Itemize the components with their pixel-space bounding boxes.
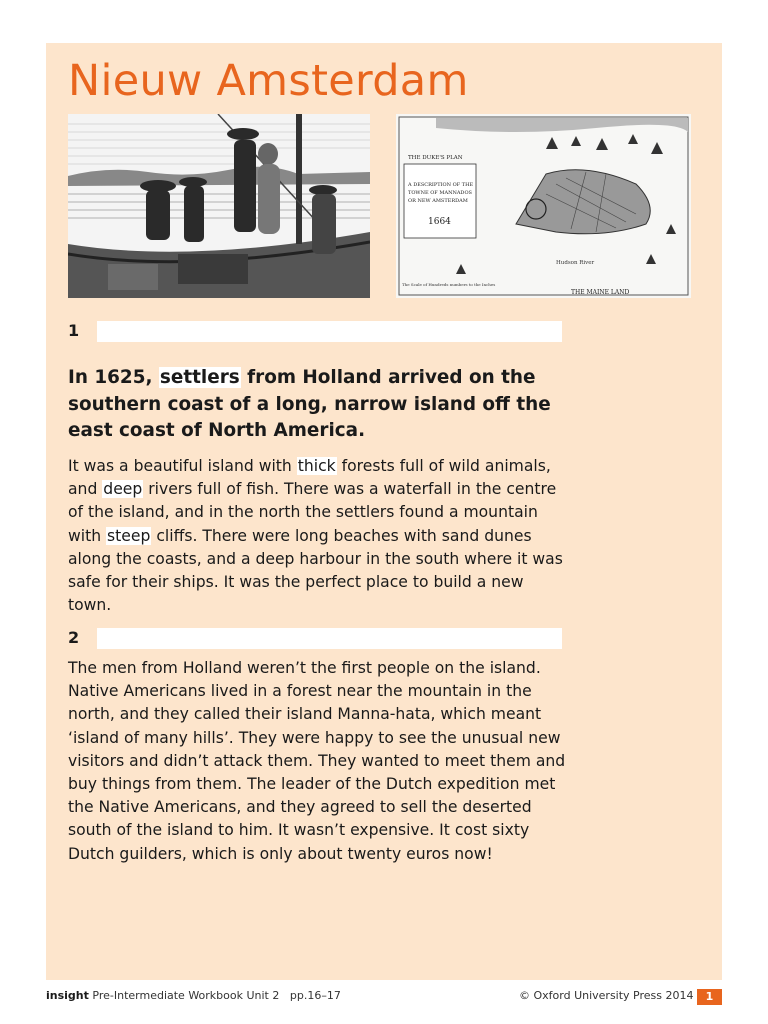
para-text: rivers full of fish. There was a waterfall in the centre of the island, and in the north the settlers found a mountain with (68, 480, 557, 545)
footer-book: Pre-Intermediate Workbook Unit 2 (92, 989, 280, 1002)
section-2-paragraph: The men from Holland weren’t the first people on the island. Native Americans lived in a forest near the mountain in the north, and they called their island Manna-hata, which meant ‘island of many hills’. They were happy to see the unusual new visitors and didn’t attack them. They wanted to meet them and buy things from them. The leader of the Dutch expedition met the Native Americans, and they agreed to sell the deserted south of the island to him. It wasn’t expensive. It cost sixty Dutch guilders, which is only about twenty euros now! (68, 659, 566, 863)
section-1-heading-answer-field[interactable] (97, 321, 562, 342)
highlight-word-steep: steep (107, 526, 151, 545)
footer-copyright: © Oxford University Press 2014 (519, 989, 694, 1002)
page-title: Nieuw Amsterdam (68, 56, 469, 106)
footer-pages: pp.16–17 (289, 989, 341, 1002)
section-1-number: 1 (68, 321, 80, 340)
para-text: cliffs. There were long beaches with sand dunes along the coasts, and a deep harbour in the south where it was safe for their ships. It was the perfect place to build a new town. (68, 526, 563, 615)
highlight-word-settlers: settlers (159, 367, 240, 388)
section-2-number: 2 (68, 628, 80, 647)
highlight-word-deep: deep (103, 480, 143, 499)
section-1-lead-paragraph (68, 365, 568, 445)
footer-brand: insight (46, 989, 89, 1002)
section-1-paragraph (68, 455, 568, 617)
lead-text: from Holland arrived on the southern coast of a long, narrow island off the east coast of North America. (68, 367, 551, 441)
map-scale-note: The Scale of Hundreds numbers to the Inches (402, 282, 496, 287)
plan-label-text: THE DUKE'S PLAN (408, 155, 463, 161)
dukes-plan-map-image (396, 114, 691, 298)
para-text: forests full of wild animals, and (68, 457, 551, 499)
page-number-badge: 1 (697, 989, 722, 1005)
map-side-label: Hudson River (556, 260, 595, 266)
settlers-engraving-image (68, 114, 370, 298)
map-year-text: 1664 (428, 217, 451, 227)
map-description-line: TOWNE OF MANNADOS (408, 190, 472, 196)
para-text: It was a beautiful island with (68, 457, 297, 475)
map-bottom-label: THE MAINE LAND (571, 289, 630, 296)
map-description-line: A DESCRIPTION OF THE (408, 182, 474, 188)
lead-text: In 1625, (68, 367, 159, 388)
section-2-heading-answer-field[interactable] (97, 628, 562, 649)
footer-book-info (46, 989, 341, 1002)
map-description-line: OR NEW AMSTERDAM (408, 198, 468, 204)
highlight-word-thick: thick (297, 457, 336, 475)
